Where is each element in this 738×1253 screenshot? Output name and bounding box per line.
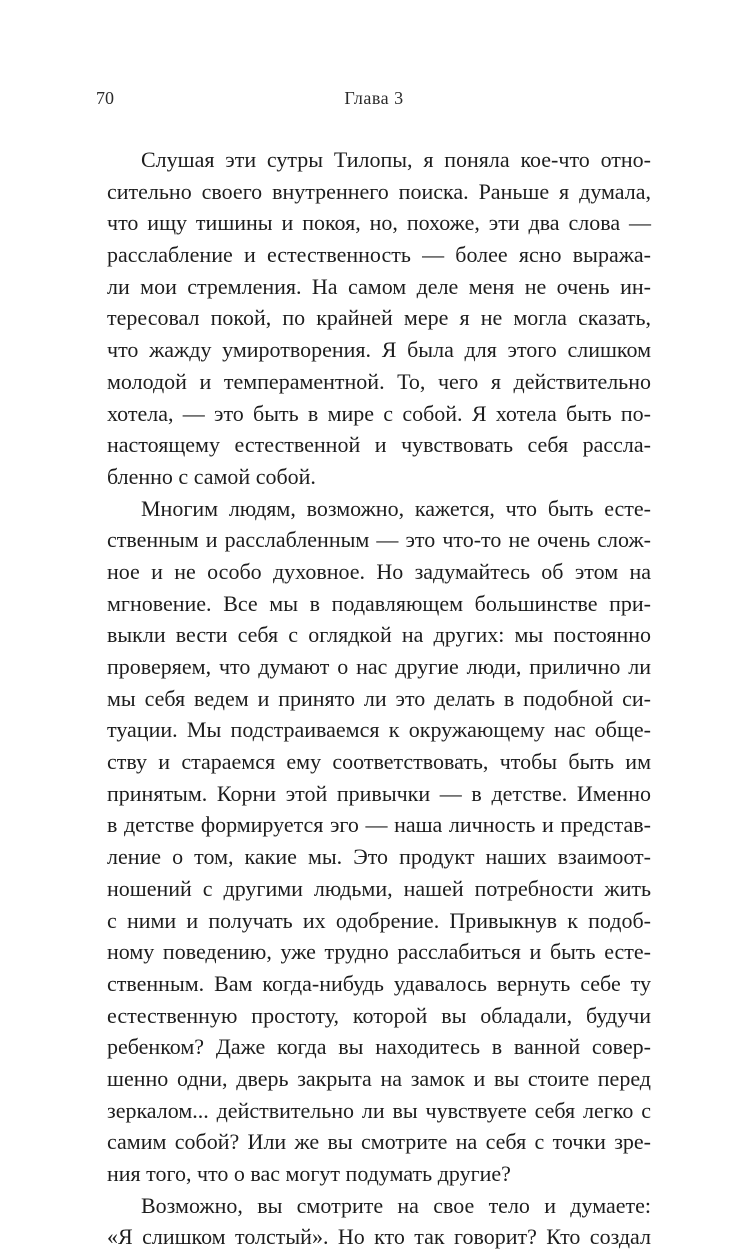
text-line: хотела, — это быть в мире с собой. Я хотела быть по-: [107, 400, 651, 426]
text-line: ству и стараемся ему соответствовать, чтобы быть им: [107, 749, 651, 775]
text-line: принятым. Корни этой привычки — в детстве. Именно: [107, 780, 651, 806]
text-line: выкли вести себя с оглядкой на других: мы постоянно: [107, 622, 651, 648]
text-line: естественную простоту, которой вы обладали, будучи: [107, 1002, 651, 1028]
chapter-title: Глава 3: [344, 88, 404, 108]
text-line: ление о том, какие мы. Это продукт наших взаимоот-: [107, 844, 651, 870]
body-text: [107, 144, 651, 1253]
text-line: зеркалом... действительно ли вы чувствуете себя легко с: [107, 1097, 651, 1123]
text-line: с ними и получать их одобрение. Привыкнув к подоб-: [107, 907, 651, 933]
paragraph-2: [107, 493, 651, 1190]
text-line: ственным. Вам когда-нибудь удавалось вернуть себе ту: [107, 970, 651, 996]
text-line: шенно одни, дверь закрыта на замок и вы стоите перед: [107, 1065, 651, 1091]
text-line: проверяем, что думают о нас другие люди, прилично ли: [107, 654, 651, 679]
text-line: расслабление и естественность — более ясно выража-: [107, 242, 651, 268]
text-line: ли мои стремления. На самом деле меня не очень ин-: [107, 273, 651, 299]
text-line: настоящему естественной и чувствовать себя рассла-: [107, 432, 651, 458]
text-line: туации. Мы подстраиваемся к окружающему нас обще-: [107, 717, 651, 743]
text-line: Многим людям, возможно, кажется, что быть есте-: [141, 495, 651, 521]
text-line: Слушая эти сутры Тилопы, я поняла кое-что отно-: [141, 147, 651, 172]
text-line: ребенком? Даже когда вы находитесь в ванной совер-: [107, 1034, 651, 1060]
text-line: сительно своего внутреннего поиска. Раньше я думала,: [107, 178, 651, 204]
text-line: ношений с другими людьми, нашей потребности жить: [107, 875, 651, 901]
text-line: мы себя ведем и принято ли это делать в подобной си-: [107, 685, 651, 711]
text-line: «Я слишком толстый». Но кто так говорит? Кто создал: [107, 1224, 651, 1250]
running-head: [94, 88, 654, 112]
page-number: 70: [96, 88, 114, 108]
text-line: ному поведению, уже трудно расслабиться и быть есте-: [107, 939, 651, 965]
text-line: что жажду умиротворения. Я была для этого слишком: [107, 337, 651, 363]
text-line: самим собой? Или же вы смотрите на себя с точки зре-: [107, 1129, 651, 1155]
text-line: что ищу тишины и покоя, но, похоже, эти два слова —: [107, 210, 651, 236]
text-line: молодой и темпераментной. То, чего я действительно: [107, 368, 651, 394]
text-line: мгновение. Все мы в подавляющем большинстве при-: [107, 590, 651, 616]
paragraph-3: [107, 1190, 651, 1253]
text-line: ное и не особо духовное. Но задумайтесь об этом на: [107, 558, 651, 584]
text-line: ственным и расслабленным — это что-то не очень слож-: [107, 527, 651, 553]
text-line: Возможно, вы смотрите на свое тело и думаете:: [141, 1192, 651, 1218]
text-line: в детстве формируется эго — наша личность и представ-: [107, 812, 651, 838]
text-line: ния того, что о вас могут подумать другие?: [107, 1161, 511, 1186]
text-line: бленно с самой собой.: [107, 463, 316, 489]
text-line: тересовал покой, по крайней мере я не могла сказать,: [107, 305, 651, 331]
paragraph-1: [107, 144, 651, 493]
